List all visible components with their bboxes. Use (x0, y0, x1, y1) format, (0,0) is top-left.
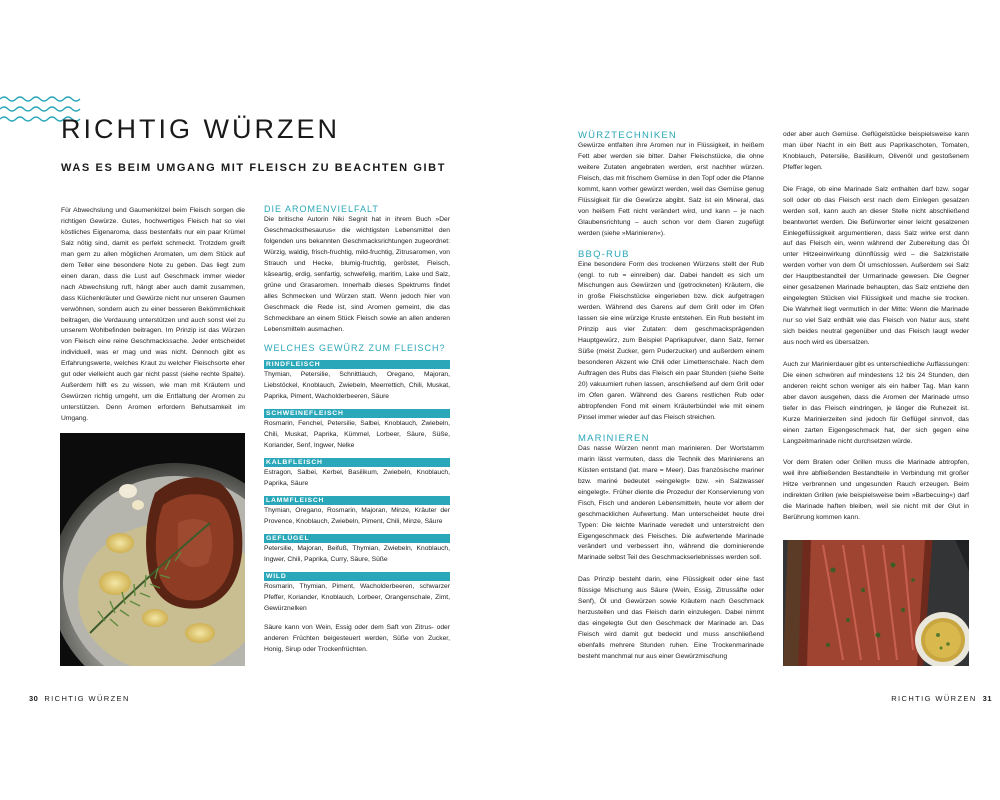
col2-paragraph-4: Vor dem Braten oder Grillen muss die Marinade abtropfen, weil ihre abfließenden Bestandteile in Verbindung mit großer Hitze verbrennen und ungesunden Rauch erzeugen. Beim indirekten Grillen (wie beispielsweise beim »Barbecuing«) darf die Marinade haften bleiben, weil sie nicht mit der Glut in Berührung kommen kann. (783, 459, 969, 522)
bbq-paragraph: Eine besondere Form des trockenen Würzens stellt der Rub (engl. to rub = einreiben) dar. Dabei handelt es sich um Mischungen aus Gewürzen und (getrockneten) Kräutern, die in große Fleischstücke eingerieben bzw. dick aufgetragen werden. Während des Garens auf dem Grill oder im Ofen lassen sie eine würzige Kruste entstehen. Ein Rub besteht im Prinzip aus vier Zutaten: dem geschmacksprägenden Hauptgewürz, zum Beispiel Paprikapulver, dann Salz, ferner Süße (meist Zucker, gern Puderzucker) und außerdem einem besonderen Akzent wie Chili oder Limettenschale. Nach dem Auftragen des Rubs das Fleisch ein paar Stunden (siehe Seite 20) vakuumiert ruhen lassen, anschließend auf dem Grill oder im Ofen garen. Während des Garens restlichen Rub oder abtropfenden Fond mit einem Kräuterbündel wie mit einem Pinsel immer wieder auf das Fleisch streichen. (578, 260, 764, 421)
page-number-right: 31 (982, 694, 992, 703)
marinieren-paragraph-2: Das Prinzip besteht darin, eine Flüssigkeit oder eine fast flüssige Mischung aus Säure (Wein, Essig, Zitrussäfte oder Senf), Öl und Gewürzen sowie Kräutern nach Geschmack herzustellen und das Fleisch darin einzulegen. Dabei nimmt das eingelegte Gut den Geschmack der Marinade an. Das Fleisch wird damit gut bedeckt und muss anschließend ebenfalls mehrere Stunden ruhen. Eine Trockenmarinade besteht manchmal nur aus einer Gewürzmischung (578, 576, 764, 660)
footer-right (891, 694, 992, 703)
marinade-column (783, 130, 969, 524)
page-subtitle: WAS ES BEIM UMGANG MIT FLEISCH ZU BEACHTEN GIBT (61, 162, 447, 174)
marinieren-heading: MARINIEREN (578, 432, 650, 444)
meat-spices-wild: Rosmarin, Thymian, Piment, Wacholderbeeren, schwarzer Pfeffer, Koriander, Knoblauch, Lorbeer, Orangenschale, Zimt, Gewürznelken (264, 582, 450, 612)
aromen-column (264, 204, 450, 656)
techniken-column (578, 130, 764, 663)
bbq-heading: BBQ-RUB (578, 248, 630, 260)
meat-spices-kalb: Estragon, Salbei, Kerbel, Basilikum, Zwiebeln, Knoblauch, Paprika, Säure (264, 469, 450, 488)
meat-label-rind: RINDFLEISCH (264, 360, 450, 369)
footer-label-left: RICHTIG WÜRZEN (44, 694, 130, 703)
intro-paragraph: Für Abwechslung und Gaumenkitzel beim Fleisch sorgen die richtigen Gewürze. Gutes, hochwertiges Fleisch hat so viel köstliches Eigenaroma, dass bestenfalls nur ein paar Krümel Salz nötig sind, damit es perfekt schmeckt. Trotzdem greift man gern zu allen möglichen Aromaten, um dem Stück auf dem Teller eine besondere Note zu geben. Das liegt zum einen daran, dass die Lust auf Geschmack immer wieder nach Abwechslung ruft, hängt aber auch damit zusammen, dass Küchenkräuter und Gewürze nicht nur unseren Gaumen verwöhnen, sondern auch zu einer besseren Bekömmlichkeit beitragen, die Verdauung unterstützen und auch sonst viel zu unserem Wohlbefinden beitragen. Im Prinzip ist das Würzen von Fleisch eine reine Geschmackssache. Jeder entscheidet individuell, was er mag und was nicht. Dennoch gibt es Erfahrungswerte, welches Kraut zu welcher Fleischsorte eher gut oder vielleicht auch gar nicht passt (siehe rechte Spalte). Außerdem hilft es zu wissen, wie man mit Kräutern und Gewürzen richtig umgeht, um die Entfaltung der Aromen zu unterstützen. Denn Aromen erfordern Behutsamkeit im Umgang. (61, 207, 245, 423)
aromen-heading: DIE AROMENVIELFALT (264, 204, 379, 214)
meat-label-lamm: LAMMFLEISCH (264, 496, 450, 505)
meat-spices-rind: Thymian, Petersilie, Schnittlauch, Oregano, Majoran, Liebstöckel, Knoblauch, Zwiebeln, Meerrettich, Chili, Muskat, Paprika, Piment, Wacholderbeeren, Säure (264, 371, 450, 401)
col2-paragraph-3: Auch zur Marinierdauer gibt es unterschiedliche Auffassungen: Die einen schwören auf mindestens 12 bis 24 Stunden, den anderen reicht schon weniger als ein halber Tag. Man kann aber davon ausgehen, dass die Aromen der Marinade umso tiefer in das Fleisch eindringen, je länger die Ruhezeit ist. Kurze Marinierzeiten sind jedoch für Geflügel sinnvoll, das einen zarten Eigengeschmack hat, der sich gegen eine Langzeitmarinade nicht durchsetzen würde. (783, 360, 969, 445)
footer-left (29, 694, 130, 703)
techniken-heading: WÜRZTECHNIKEN (578, 130, 677, 141)
page-title: RICHTIG WÜRZEN (61, 114, 340, 144)
meat-label-kalb: KALBFLEISCH (264, 458, 450, 467)
closing-paragraph: Säure kann von Wein, Essig oder dem Saft von Zitrus- oder anderen Früchten beigesteuert werden, Süße von Zucker, Honig, Sirup oder Trockenfrüchten. (264, 623, 450, 653)
marinated-meat-photo (783, 540, 969, 666)
meat-spices-schwein: Rosmarin, Fenchel, Petersilie, Salbei, Knoblauch, Zwiebeln, Chili, Muskat, Paprika, Kümmel, Lorbeer, Säure, Süße, Koriander, Senf, Ingwer, Nelke (264, 420, 450, 450)
techniken-paragraph: Gewürze entfalten ihre Aromen nur in Flüssigkeit, in heißem Fett aber werden sie bitter. Daher Fleischstücke, die ohne weitere Zutaten angebraten werden, erst nachher würzen. Fleisch, das mit frischem Gemüse in den Topf oder die Pfanne kommt, kann vorher gewürzt werden, weil das Gemüse genug Flüssigkeit für die Gewürze abgibt. Salz ist ein Mineral, das von heißem Fett nicht verändert wird, und kann – je nach Glaubensrichtung – auch schon vor dem Garen zugefügt werden (siehe »Marinieren«). (578, 142, 764, 237)
pan-steak-photo (60, 433, 245, 666)
meat-label-gefluegel: GEFLÜGEL (264, 534, 450, 543)
col2-paragraph-2: Die Frage, ob eine Marinade Salz enthalten darf bzw. sogar soll oder ob das Fleisch erst nach dem Einlegen gesalzen werden soll, kann auch an dieser Stelle nicht abschließend beantwortet werden. Die Befürworter einer leicht gesalzenen Einlegeflüssigkeit argumentieren, dass Salz wirke erst dann auf das Fleisch ein, wenn während der Zubereitung das Öl unter Hitzeeinwirkung dünnflüssig wird – die Salzkristalle werden vorher von dem Öl umschlossen. Außerdem sei Salz der Hauptbestandteil der Urmarinade gewesen. Die Gegner einer gesalzenen Marinade behaupten, das Salz entziehe den eingelegten Stücken viel Flüssigkeit und mache sie trocken. Die Wahrheit liegt vermutlich in der Mitte: Wenn die Marinade nur so viel Salz enthält wie das Fleisch von Natur aus, steht sich beides neutral gegenüber und das Fleisch laugt weder aus noch wird es übersalzen. (783, 185, 969, 347)
intro-column (61, 206, 245, 425)
meat-spices-gefluegel: Petersilie, Majoran, Beifuß, Thymian, Zwiebeln, Knoblauch, Ingwer, Chili, Paprika, Curry, Säure, Süße (264, 545, 450, 563)
gewuerz-heading: WELCHES GEWÜRZ ZUM FLEISCH? (264, 343, 446, 354)
col2-paragraph-1: oder aber auch Gemüse. Geflügelstücke beispielsweise kann man über Nacht in ein Bett aus Paprikaschoten, Tomaten, Knoblauch, Petersilie, Basilikum, Olivenöl und gestoßenem Pfeffer legen. (783, 131, 969, 171)
meat-label-wild: WILD (264, 572, 450, 581)
marinieren-paragraph-1: Das nasse Würzen nennt man marinieren. Der Wortstamm marin lässt vermuten, dass die Technik des Marinierens an Küsten entstand (lat. mare = Meer). Das französische mariner bzw. mariné bedeutet »eingelegt« bzw. »in Salzwasser eingelegt«. Früher diente die Prozedur der Konservierung von Fisch, Fisch und anderen Lebensmitteln, heute vor allem der geschmacklichen Aufwertung. Man unterscheidet heute drei Typen: Die leichte Marinade veredelt und unterstreicht den Eigengeschmack des Fleisches. Die aufwertende Marinade verändert und verbessert ihn, während die dominierende Marinade selbst Teil des Geschmackserlebnisses werden soll. (578, 444, 764, 562)
aromen-paragraph: Die britische Autorin Niki Segnit hat in ihrem Buch »Der Geschmacksthesaurus« die wichtigsten Lebensmittel den folgenden uns bekannten Geschmacksrichtungen zugeordnet: Würzig, waldig, frisch-fruchtig, mild-fruchtig, Zitrusaromen, von Strauch und Hecke, blumig-fruchtig, geröstet, Fleisch, käseartig, erdig, senfartig, schwefelig, maritim, Lake und Salz, grüne und Grasaromen. Innerhalb dieses Spektrums findet alles Schmecken und Würzen statt. Wenn jedoch hier von Geschmack die Rede ist, sind Aromen gemeint, die das Schmeckbare an einem Stück Fleisch sowie an allen anderen Lebensmitteln ausmachen. (264, 216, 450, 333)
meat-label-schwein: SCHWEINEFLEISCH (264, 409, 450, 418)
meat-spices-lamm: Thymian, Oregano, Rosmarin, Majoran, Minze, Kräuter der Provence, Knoblauch, Zwiebeln, Piment, Chili, Minze, Säure (264, 507, 450, 526)
footer-label-right: RICHTIG WÜRZEN (891, 694, 977, 703)
page-number-left: 30 (29, 694, 39, 703)
